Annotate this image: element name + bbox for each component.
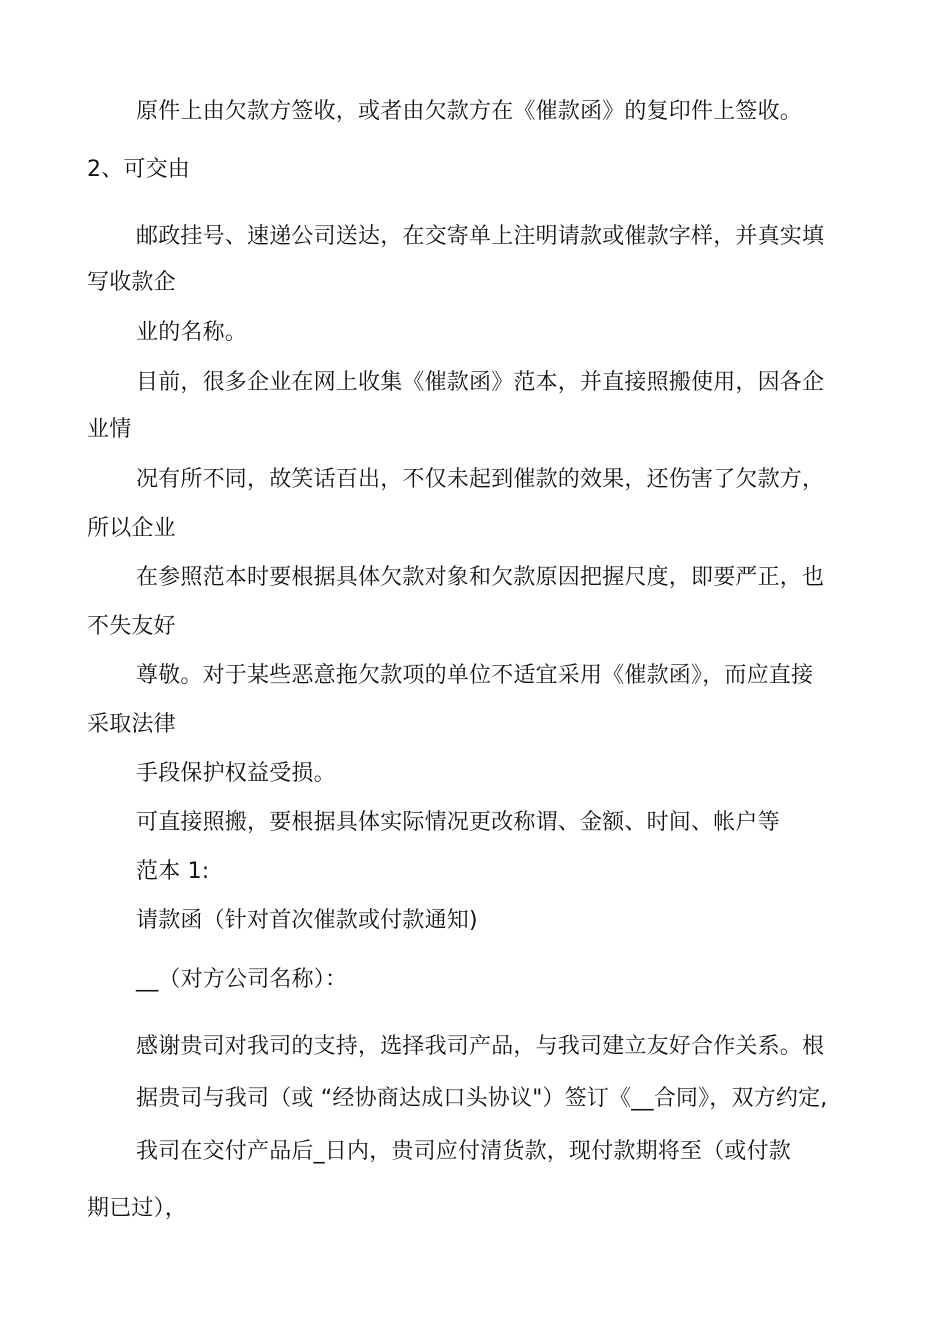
letter-body-line-2: 据贵司与我司（或 “经协商达成口头协议"）签订《__合同》，双方约定, xyxy=(136,1086,828,1111)
paragraph-line-7: 业情 xyxy=(87,417,132,442)
letter-body-line-3: 我司在交付产品后_日内，贵司应付清货款，现付款期将至（或付款 xyxy=(136,1139,792,1164)
paragraph-line-4: 写收款企 xyxy=(87,270,176,295)
paragraph-line-10: 在参照范本时要根据具体欠款对象和欠款原因把握尺度，即要严正，也 xyxy=(136,565,825,590)
section-heading-2: 2、可交由 xyxy=(87,157,190,182)
paragraph-line-9: 所以企业 xyxy=(87,516,176,541)
paragraph-line-11: 不失友好 xyxy=(87,614,176,639)
paragraph-line-1: 原件上由欠款方签收，或者由欠款方在《催款函》的复印件上签收。 xyxy=(136,99,803,124)
letter-body-line-1: 感谢贵司对我司的支持，选择我司产品，与我司建立友好合作关系。根 xyxy=(136,1034,825,1059)
paragraph-line-14: 手段保护权益受损。 xyxy=(136,761,336,786)
letter-recipient: __（对方公司名称）： xyxy=(136,967,348,992)
paragraph-line-15: 可直接照搬，要根据具体实际情况更改称谓、金额、时间、帐户等 xyxy=(136,810,780,835)
letter-body-line-4: 期已过）， xyxy=(87,1196,188,1221)
paragraph-line-12: 尊敬。对于某些恶意拖欠款项的单位不适宜采用《催款函》，而应直接 xyxy=(136,663,814,688)
paragraph-line-6: 目前，很多企业在网上收集《催款函》范本，并直接照搬使用，因各企 xyxy=(136,370,825,395)
letter-title: 请款函（针对首次催款或付款通知) xyxy=(136,908,478,933)
sample-label: 范本 1: xyxy=(136,859,210,884)
paragraph-line-5: 业的名称。 xyxy=(136,320,248,345)
paragraph-line-8: 况有所不同，故笑话百出，不仅未起到催款的效果，还伤害了欠款方， xyxy=(136,467,825,492)
paragraph-line-3: 邮政挂号、速递公司送达，在交寄单上注明请款或催款字样，并真实填 xyxy=(136,224,825,249)
paragraph-line-13: 采取法律 xyxy=(87,712,176,737)
